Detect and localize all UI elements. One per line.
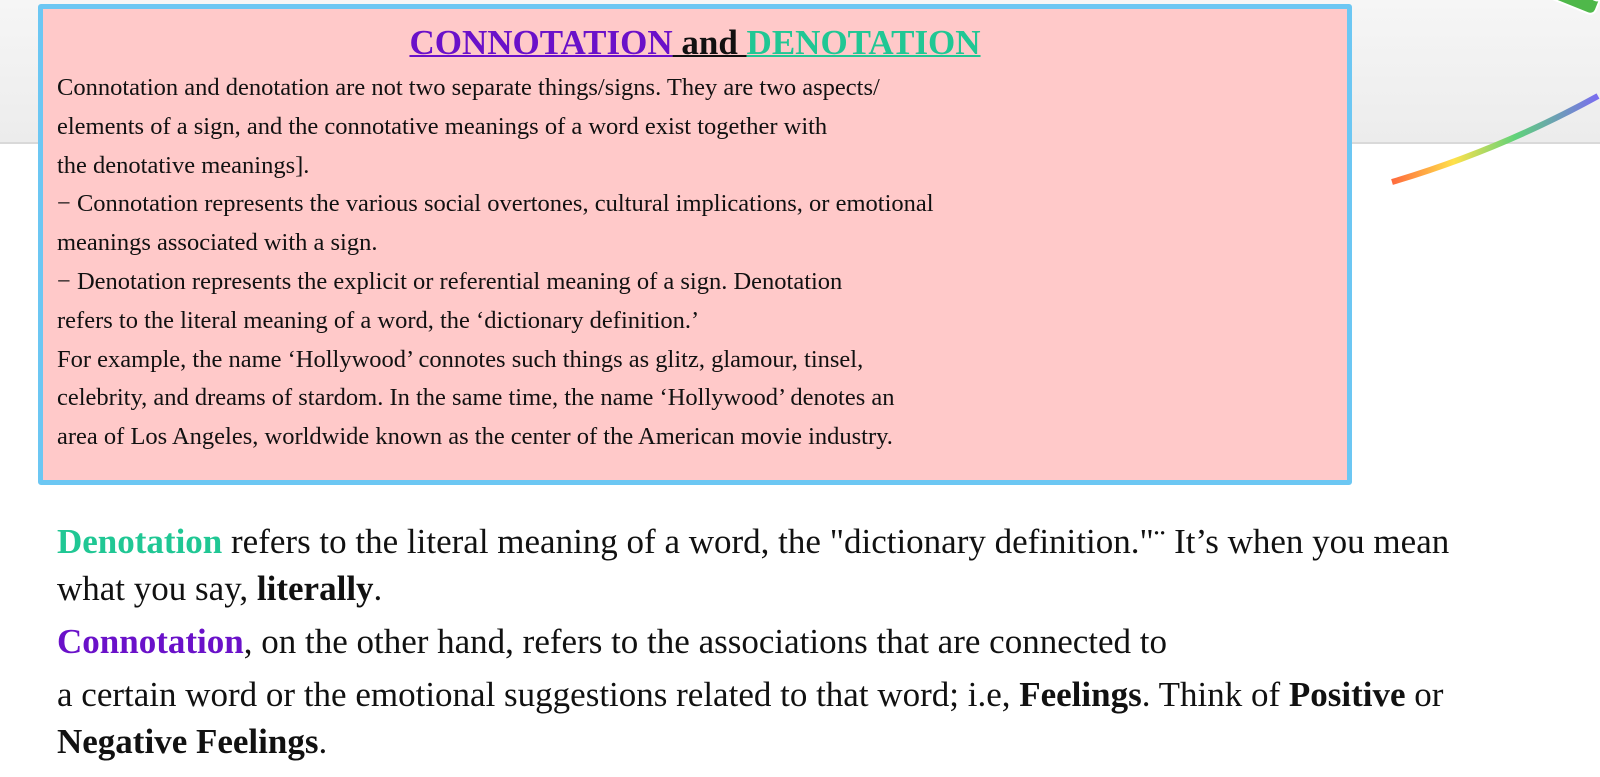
feelings-bold: Feelings [1019,675,1142,714]
connotation-text: , on the other hand, refers to the associations that are connected to [243,622,1167,661]
literally-bold: literally [256,569,374,608]
connotation-text: . Think of [1141,675,1289,714]
positive-bold: Positive [1288,675,1406,714]
connotation-paragraph-line-2 [57,671,1597,718]
title-connotation: CONNOTATION [409,23,673,62]
title-and: and [672,23,747,62]
page-title [43,23,1347,63]
denotation-paragraph-line-2 [57,565,1597,612]
denotation-text: refers to the literal meaning of a word, the "dictionary definition."¨ It’s when you mean [222,522,1450,561]
connotation-end: . [318,722,328,761]
connotation-paragraph-line-3 [57,718,1597,765]
connotation-keyword: Connotation [57,622,244,661]
definition-line: Connotation and denotation are not two separate things/signs. They are two aspects/ [57,74,880,101]
connotation-paragraph-line-1 [57,618,1597,665]
definition-line: For example, the name ‘Hollywood’ connotes such things as glitz, glamour, tinsel, [57,345,864,373]
definition-line: − Denotation represents the explicit or referential meaning of a sign. Denotation [57,267,843,295]
definition-line: area of Los Angeles, worldwide known as the center of the American movie industry. [57,423,893,451]
definition-line: elements of a sign, and the connotative meanings of a word exist together with [57,112,828,140]
explanation-section [57,518,1597,765]
color-swatch-fan-icon [1380,0,1600,190]
definition-line: the denotative meanings]. [57,151,310,179]
title-denotation: DENOTATION [746,23,981,62]
denotation-text: what you say, [57,569,257,608]
definition-line: meanings associated with a sign. [57,229,378,257]
definition-line: celebrity, and dreams of stardom. In the same time, the name ‘Hollywood’ denotes an [57,384,895,412]
definition-line: − Connotation represents the various social overtones, cultural implications, or emotional [57,190,934,218]
definition-line: refers to the literal meaning of a word, the ‘dictionary definition.’ [57,306,700,334]
definition-text [57,69,1317,457]
connotation-text: or [1405,675,1444,714]
definition-box [38,4,1352,485]
denotation-end: . [373,569,383,608]
denotation-paragraph-line-1 [57,518,1597,565]
negative-feelings-bold: Negative Feelings [57,722,319,761]
denotation-keyword: Denotation [57,522,223,561]
connotation-text: a certain word or the emotional suggestions related to that word; i.e, [57,675,1020,714]
